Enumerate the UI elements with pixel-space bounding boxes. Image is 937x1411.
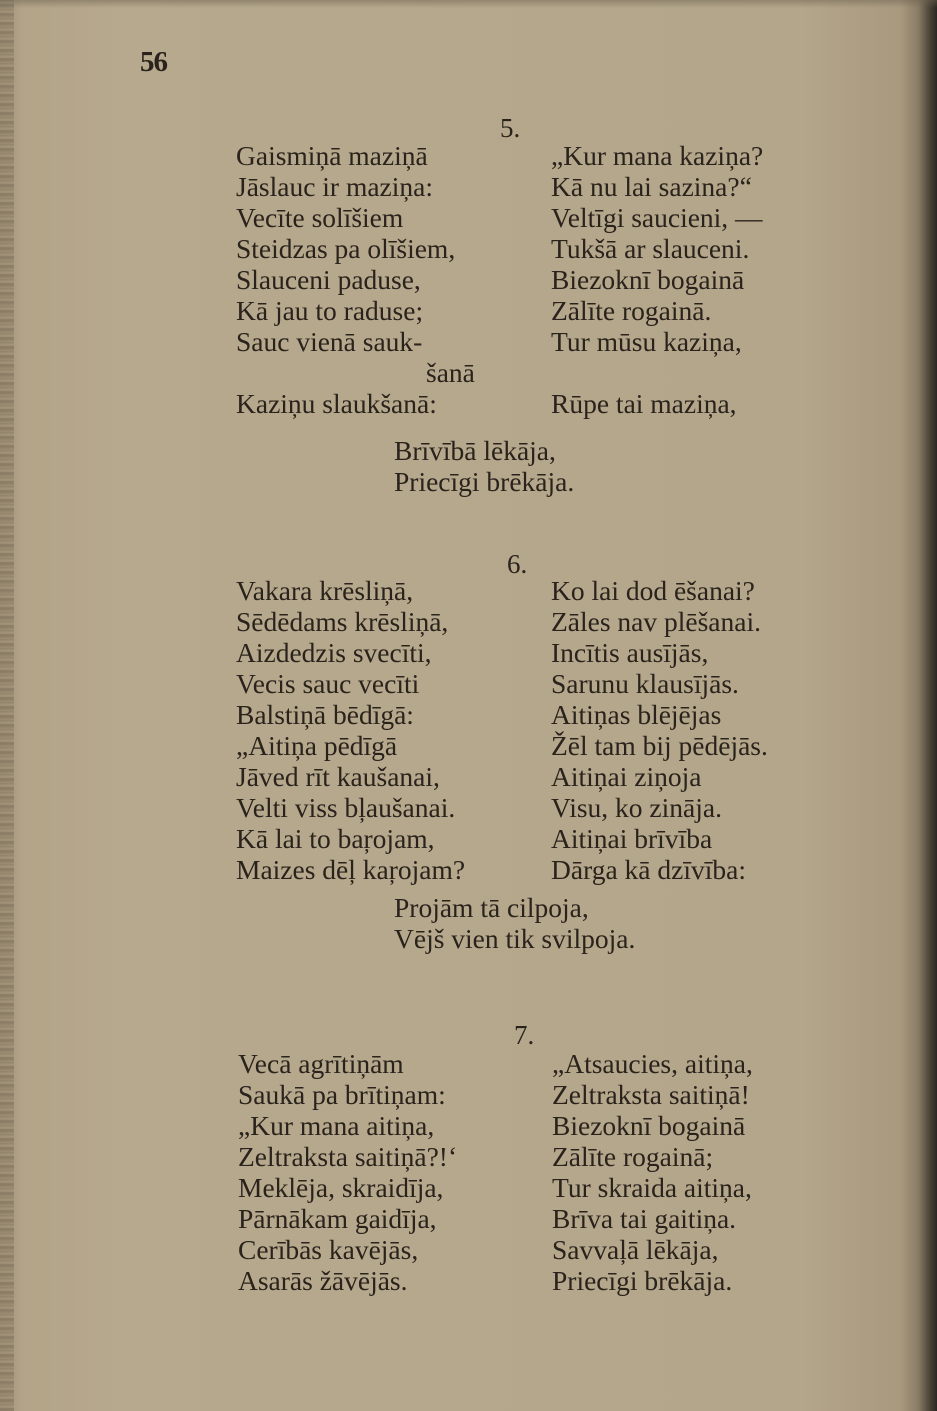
verse-line: Zālīte rogainā.: [551, 295, 712, 326]
verse-line: Visu, ko zināja.: [551, 792, 722, 823]
verse-line: Kā lai to baŗojam,: [236, 823, 435, 854]
verse-line: Tukšā ar slauceni.: [551, 233, 750, 264]
verse-line: Steidzas pa olīšiem,: [236, 233, 456, 264]
verse-line: Saukā pa brītiņam:: [238, 1079, 446, 1110]
verse-line: šanā: [426, 357, 475, 388]
verse-line: Vējš vien tik svilpoja.: [394, 923, 636, 954]
verse-line: Sarunu klausījās.: [551, 668, 739, 699]
verse-line: Balstiņā bēdīgā:: [236, 699, 414, 730]
verse-line: Sauc vienā sauk-: [236, 326, 423, 357]
verse-line: „Kur mana aitiņa,: [238, 1110, 435, 1141]
verse-line: Pārnākam gaidīja,: [238, 1203, 437, 1234]
verse-line: Tur skraida aitiņa,: [552, 1172, 752, 1203]
verse-line: Brīva tai gaitiņa.: [552, 1203, 737, 1234]
verse-line: Jāslauc ir maziņa:: [236, 171, 433, 202]
verse-line: Biezoknī bogainā: [552, 1110, 746, 1141]
poem-7-right-column: [552, 1048, 753, 1296]
verse-line: Kaziņu slaukšanā:: [236, 388, 437, 419]
verse-line: Asarās žāvējās.: [238, 1265, 408, 1296]
poem-6-closing-couplet: [394, 892, 635, 954]
verse-line: Veltīgi saucieni, —: [551, 202, 763, 233]
verse-line: Cerībās kavējās,: [238, 1234, 419, 1265]
poem-5-left-column: [236, 140, 475, 419]
verse-line: Tur mūsu kaziņa,: [551, 326, 742, 357]
verse-line: Zeltraksta saitiņā?!‘: [238, 1141, 458, 1172]
verse-line: Incītis ausījās,: [551, 637, 709, 668]
verse-line: Sēdēdams krēsliņā,: [236, 606, 449, 637]
verse-line: Vecis sauc vecīti: [236, 668, 420, 699]
poem-5-closing-couplet: [394, 435, 574, 497]
verse-line: Zāles nav plēšanai.: [551, 606, 761, 637]
verse-line: Priecīgi brēkāja.: [552, 1265, 733, 1296]
verse-line: Žēl tam bij pēdējās.: [551, 730, 768, 761]
poem-6-right-column: [551, 575, 768, 885]
verse-line: Kā jau to raduse;: [236, 295, 424, 326]
verse-line: „Atsaucies, aitiņa,: [552, 1048, 753, 1079]
poem-number-6: 6.: [507, 549, 528, 579]
verse-line: Savvaļā lēkāja,: [552, 1234, 719, 1265]
poem-7-left-column: [238, 1048, 457, 1296]
verse-line: Vecīte solīšiem: [236, 202, 404, 233]
verse-line: Maizes dēļ kaŗojam?: [236, 854, 466, 885]
poem-number-5: 5.: [500, 113, 521, 143]
page-number: 56: [140, 46, 167, 78]
verse-line: Slauceni paduse,: [236, 264, 421, 295]
poem-5-right-column: [551, 140, 763, 419]
verse-line: Aitiņai ziņoja: [551, 761, 702, 792]
verse-line: Aitiņai brīvība: [551, 823, 713, 854]
verse-line: Zeltraksta saitiņā!: [552, 1079, 750, 1110]
verse-line: Vecā agrītiņām: [238, 1048, 404, 1079]
verse-line: Priecīgi brēkāja.: [394, 466, 575, 497]
verse-line: „Kur mana kaziņa?: [551, 140, 764, 171]
verse-line: Aizdedzis svecīti,: [236, 637, 432, 668]
verse-line: Jāved rīt kaušanai,: [236, 761, 440, 792]
verse-line: Rūpe tai maziņa,: [551, 388, 737, 419]
verse-line: Projām tā cilpoja,: [394, 892, 589, 923]
poem-6-left-column: [236, 575, 465, 885]
verse-line: Kā nu lai sazina?“: [551, 171, 752, 202]
verse-line: Velti viss bļaušanai.: [236, 792, 456, 823]
verse-line: Biezoknī bogainā: [551, 264, 745, 295]
verse-line: Ko lai dod ēšanai?: [551, 575, 755, 606]
verse-line: Aitiņas blējējas: [551, 699, 722, 730]
verse-line: Vakara krēsliņā,: [236, 575, 414, 606]
verse-line: „Aitiņa pēdīgā: [236, 730, 398, 761]
verse-line: Dārga kā dzīvība:: [551, 854, 746, 885]
verse-line: Zālīte rogainā;: [552, 1141, 714, 1172]
poem-number-7: 7.: [514, 1020, 535, 1050]
verse-line: Meklēja, skraidīja,: [238, 1172, 444, 1203]
verse-line: [551, 357, 763, 388]
verse-line: Gaismiņā maziņā: [236, 140, 428, 171]
verse-line: Brīvībā lēkāja,: [394, 435, 556, 466]
